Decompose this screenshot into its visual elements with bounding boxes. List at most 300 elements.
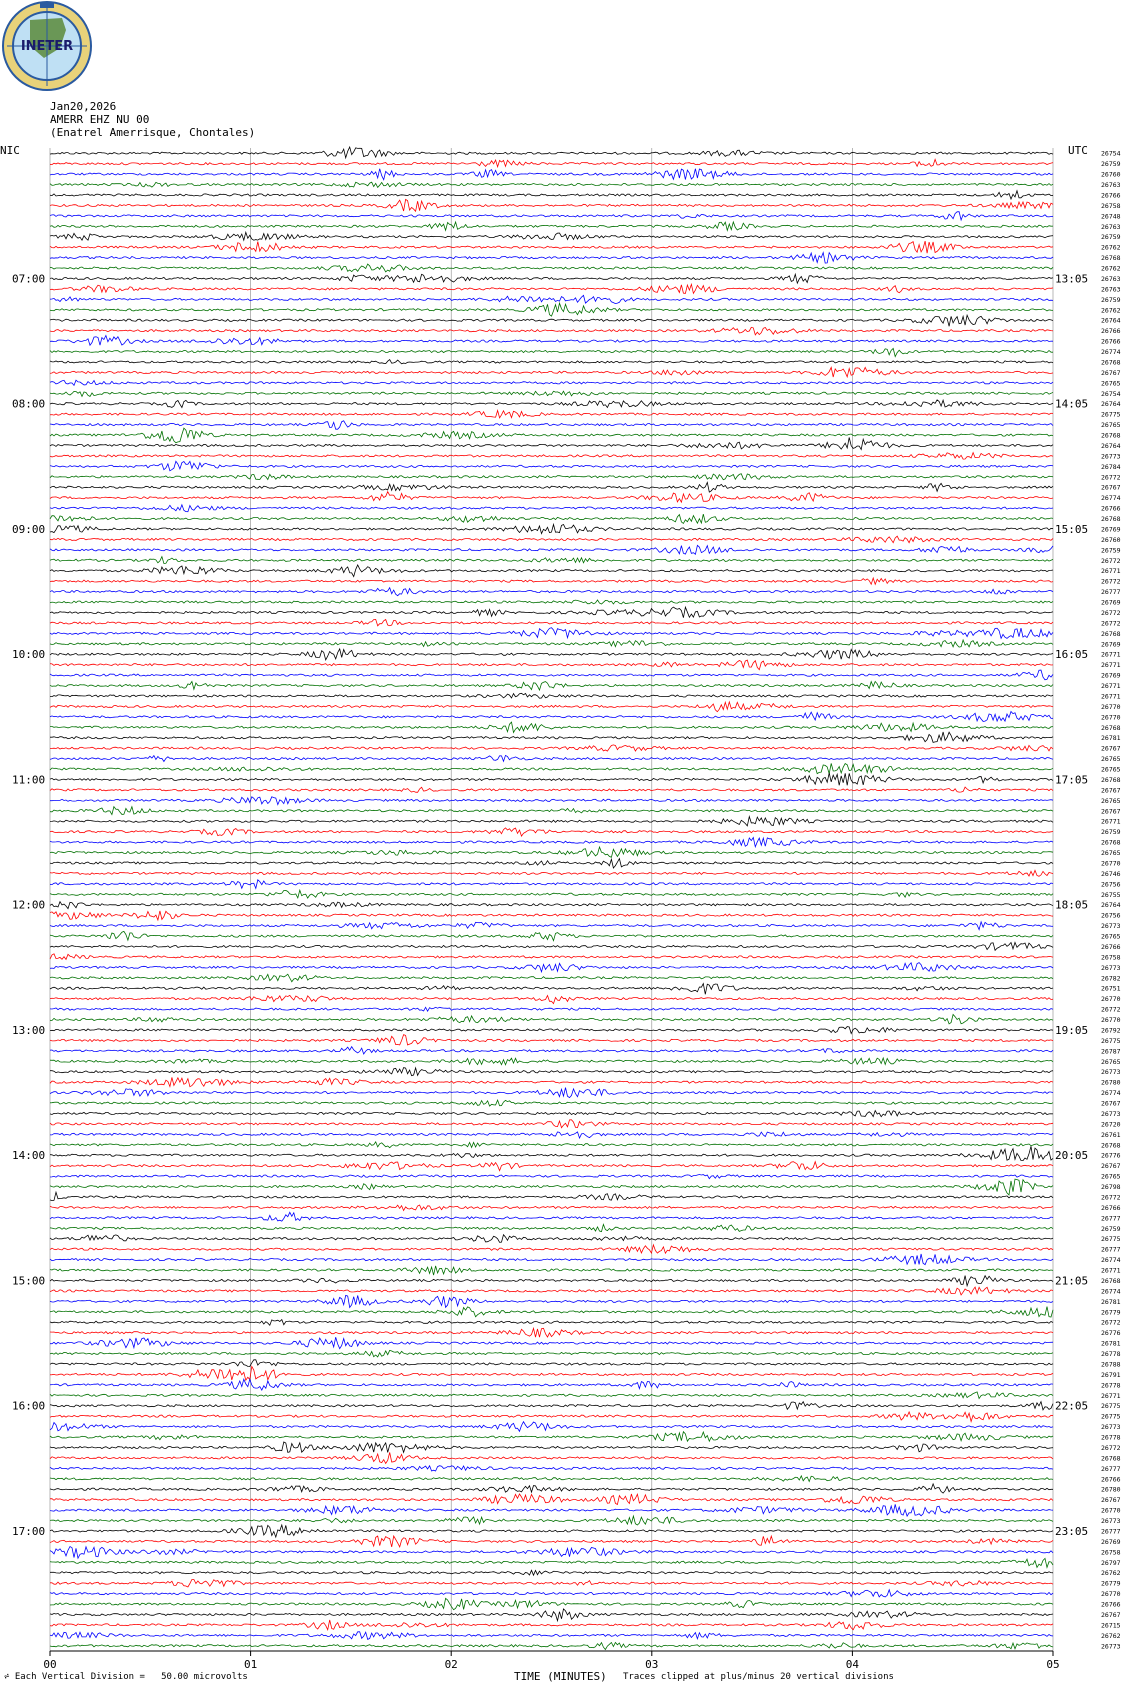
- seismic-trace: [50, 1058, 1053, 1065]
- seismic-trace: [50, 807, 1053, 815]
- trace-count-label: 26768: [1101, 431, 1121, 440]
- seismic-trace: [50, 1235, 1053, 1243]
- trace-count-label: 26777: [1101, 1527, 1121, 1536]
- trace-count-label: 26781: [1101, 1297, 1121, 1306]
- trace-count-label: 26764: [1101, 901, 1121, 910]
- trace-count-label: 26768: [1101, 254, 1121, 263]
- trace-count-label: 26773: [1101, 963, 1121, 972]
- left-hour-label: 08:00: [12, 397, 46, 411]
- trace-count-label: 26764: [1101, 400, 1121, 409]
- trace-count-label: 26746: [1101, 869, 1121, 878]
- trace-count-label: 26772: [1101, 1193, 1121, 1202]
- trace-count-label: 26765: [1101, 1172, 1121, 1181]
- trace-count-label: 26766: [1101, 337, 1121, 346]
- seismic-trace: [50, 974, 1053, 982]
- seismic-trace: [50, 348, 1053, 356]
- seismic-trace: [50, 1068, 1053, 1076]
- logo-text: INETER: [20, 39, 74, 54]
- seismic-trace: [50, 1536, 1053, 1547]
- trace-count-label: 26772: [1101, 609, 1121, 617]
- seismic-trace: [50, 640, 1053, 647]
- seismic-trace: [50, 1162, 1053, 1171]
- seismic-trace: [50, 995, 1053, 1003]
- trace-count-label: 26765: [1101, 755, 1121, 764]
- seismic-trace: [50, 1100, 1053, 1106]
- seismic-trace: [50, 1367, 1053, 1381]
- left-hour-label: 12:00: [12, 898, 46, 912]
- seismic-trace: [50, 1412, 1053, 1422]
- seismic-trace: [50, 859, 1053, 868]
- trace-count-label: 26766: [1101, 1203, 1121, 1212]
- seismic-trace: [50, 954, 1053, 960]
- seismic-trace: [50, 1047, 1053, 1054]
- seismic-trace: [50, 745, 1053, 751]
- seismic-trace: [50, 1307, 1053, 1317]
- left-hour-label: 07:00: [12, 272, 46, 286]
- trace-count-label: 26769: [1101, 640, 1121, 649]
- seismic-trace: [50, 1287, 1053, 1295]
- seismic-trace: [50, 453, 1053, 460]
- trace-count-label: 26781: [1101, 1339, 1121, 1348]
- seismic-trace: [50, 1580, 1053, 1588]
- left-hour-label: 13:00: [12, 1024, 46, 1037]
- trace-count-label: 26773: [1101, 1423, 1121, 1432]
- trace-count-label: 26768: [1101, 1277, 1121, 1285]
- seismic-trace: [50, 1547, 1053, 1559]
- trace-count-label: 26761: [1101, 1130, 1121, 1139]
- seismic-trace: [50, 890, 1053, 898]
- seismic-trace: [50, 1632, 1053, 1640]
- seismic-trace: [50, 660, 1053, 670]
- trace-count-label: 26771: [1101, 567, 1121, 576]
- seismic-trace: [50, 828, 1053, 836]
- trace-count-label: 26779: [1101, 1308, 1121, 1317]
- trace-count-label: 26778: [1101, 1433, 1121, 1442]
- header-location: (Enatrel Amerrisque, Chontales): [50, 126, 256, 139]
- x-tick-label: 05: [1046, 1658, 1060, 1671]
- trace-count-label: 26775: [1101, 1412, 1121, 1421]
- trace-count-label: 26797: [1101, 1558, 1121, 1567]
- trace-count-label: 26787: [1101, 1047, 1121, 1056]
- trace-count-label: 26770: [1101, 1590, 1121, 1599]
- seismic-trace: [50, 400, 1053, 408]
- trace-count-label: 26775: [1101, 1402, 1121, 1411]
- trace-count-label: 26782: [1101, 974, 1121, 983]
- trace-count-label: 26771: [1101, 1391, 1121, 1400]
- seismic-trace: [50, 492, 1053, 503]
- right-hour-label: 18:05: [1055, 898, 1089, 912]
- seismic-trace: [50, 1379, 1053, 1390]
- seismic-trace: [50, 755, 1053, 761]
- seismic-trace: [50, 1570, 1053, 1575]
- trace-count-label: 26715: [1101, 1621, 1121, 1630]
- seismic-trace: [50, 1350, 1053, 1357]
- trace-count-label: 26767: [1101, 1099, 1121, 1108]
- seismic-trace: [50, 1179, 1053, 1195]
- seismic-trace: [50, 1598, 1053, 1609]
- right-hour-label: 21:05: [1055, 1274, 1089, 1288]
- trace-count-label: 26769: [1101, 1537, 1121, 1546]
- seismic-trace: [50, 1620, 1053, 1630]
- seismic-trace: [50, 1266, 1053, 1275]
- trace-count-label: 26760: [1101, 170, 1121, 179]
- trace-count-label: 26765: [1101, 421, 1121, 430]
- seismic-trace: [50, 303, 1053, 316]
- seismic-trace: [50, 1609, 1053, 1621]
- seismic-trace: [50, 1111, 1053, 1117]
- trace-count-label: 26776: [1101, 1329, 1121, 1338]
- seismic-trace: [50, 1442, 1053, 1452]
- seismic-trace: [50, 482, 1053, 492]
- seismic-trace: [50, 474, 1053, 480]
- trace-count-label: 26777: [1101, 588, 1121, 597]
- seismic-trace: [50, 1295, 1053, 1307]
- seismic-trace: [50, 1224, 1053, 1231]
- trace-count-label: 26763: [1101, 275, 1121, 283]
- x-tick-label: 01: [243, 1658, 258, 1671]
- trace-count-label: 26766: [1101, 1600, 1121, 1609]
- trace-count-label: 26756: [1101, 880, 1121, 889]
- right-hour-label: 16:05: [1055, 648, 1089, 662]
- trace-count-label: 26770: [1101, 995, 1121, 1004]
- right-timezone-label: UTC: [1068, 144, 1088, 157]
- trace-count-label: 26772: [1101, 1318, 1121, 1327]
- seismic-trace: [50, 1590, 1053, 1597]
- trace-count-label: 26769: [1101, 525, 1121, 534]
- x-tick-label: 02: [444, 1658, 458, 1671]
- trace-count-label: 26767: [1101, 483, 1121, 492]
- seismic-trace: [50, 315, 1053, 326]
- trace-count-label: 26760: [1101, 535, 1121, 544]
- seismic-trace: [50, 327, 1053, 335]
- seismic-trace: [50, 264, 1053, 272]
- seismic-trace: [50, 649, 1053, 660]
- right-hour-label: 15:05: [1055, 523, 1089, 536]
- seismic-trace: [50, 295, 1053, 303]
- right-hour-label: 19:05: [1055, 1024, 1089, 1037]
- seismic-trace: [50, 911, 1053, 920]
- seismic-trace: [50, 1142, 1053, 1148]
- trace-count-label: 26773: [1101, 922, 1121, 931]
- seismic-trace: [50, 1476, 1053, 1482]
- trace-count-label: 26767: [1101, 786, 1121, 795]
- trace-count-label: 26770: [1101, 859, 1121, 868]
- trace-count-label: 26764: [1101, 316, 1121, 325]
- trace-count-label: 26767: [1101, 744, 1121, 753]
- trace-count-label: 26759: [1101, 546, 1121, 555]
- trace-count-label: 26773: [1101, 1110, 1121, 1118]
- trace-count-label: 26773: [1101, 1642, 1121, 1651]
- trace-count-label: 26762: [1101, 1631, 1121, 1640]
- trace-count-label: 26774: [1101, 348, 1121, 356]
- trace-count-label: 26765: [1101, 765, 1121, 774]
- trace-count-label: 26768: [1101, 358, 1121, 367]
- seismic-trace: [50, 182, 1053, 187]
- trace-count-label: 26765: [1101, 1057, 1121, 1066]
- trace-count-label: 26788: [1101, 1360, 1121, 1369]
- trace-count-label: 26784: [1101, 462, 1121, 471]
- seismic-trace: [50, 880, 1053, 889]
- trace-count-label: 26768: [1101, 776, 1121, 784]
- left-hour-label: 17:00: [12, 1525, 46, 1538]
- seismic-trace: [50, 505, 1053, 512]
- seismic-trace: [50, 421, 1053, 429]
- seismic-trace: [50, 1192, 1053, 1200]
- trace-count-label: 26771: [1101, 661, 1121, 670]
- seismic-trace: [50, 984, 1053, 995]
- seismic-trace: [50, 169, 1053, 180]
- trace-count-label: 26775: [1101, 1235, 1121, 1244]
- trace-count-label: 26763: [1101, 222, 1121, 231]
- seismic-trace: [50, 241, 1053, 253]
- seismic-trace: [50, 1525, 1053, 1537]
- seismic-trace: [50, 578, 1053, 584]
- trace-count-label: 26755: [1101, 890, 1121, 899]
- trace-count-label: 26766: [1101, 504, 1121, 513]
- trace-count-label: 26771: [1101, 682, 1121, 690]
- trace-count-label: 26766: [1101, 943, 1121, 951]
- right-hour-label: 17:05: [1055, 773, 1089, 787]
- trace-count-label: 26798: [1101, 1183, 1121, 1191]
- seismic-trace: [50, 922, 1053, 930]
- seismic-trace: [50, 1452, 1053, 1463]
- trace-count-label: 26767: [1101, 1496, 1121, 1505]
- trace-count-label: 26777: [1101, 1245, 1121, 1254]
- seismic-trace: [50, 1422, 1053, 1432]
- trace-count-label: 26770: [1101, 713, 1121, 722]
- left-hour-label: 16:00: [12, 1399, 46, 1413]
- trace-count-label: 26777: [1101, 1214, 1121, 1223]
- trace-count-label: 26765: [1101, 379, 1121, 388]
- seismic-trace: [50, 963, 1053, 972]
- trace-count-label: 26769: [1101, 598, 1121, 607]
- trace-count-label: 26759: [1101, 828, 1121, 837]
- trace-count-label: 26772: [1101, 1005, 1121, 1014]
- trace-count-label: 26774: [1101, 1089, 1121, 1098]
- trace-count-label: 26778: [1101, 1350, 1121, 1358]
- seismic-trace: [50, 870, 1053, 876]
- seismic-trace: [50, 428, 1053, 443]
- trace-count-label: 26768: [1101, 1141, 1121, 1150]
- seismic-trace: [50, 1484, 1053, 1493]
- left-hour-label: 14:00: [12, 1149, 46, 1163]
- clip-note: Traces clipped at plus/minus 20 vertical divisions: [623, 1672, 894, 1682]
- seismic-trace: [50, 902, 1053, 909]
- seismic-trace: [50, 732, 1053, 742]
- trace-count-label: 26776: [1101, 1151, 1121, 1160]
- seismic-trace: [50, 1558, 1053, 1567]
- trace-count-label: 26774: [1101, 1256, 1121, 1265]
- seismic-trace: [50, 600, 1053, 604]
- seismic-trace: [50, 588, 1053, 596]
- trace-count-label: 26767: [1101, 1162, 1121, 1171]
- seismic-trace: [50, 1146, 1053, 1160]
- seismic-trace: [50, 607, 1053, 618]
- seismic-trace: [50, 1337, 1053, 1348]
- seismic-trace: [50, 628, 1053, 639]
- seismic-trace: [50, 411, 1053, 418]
- trace-count-label: 26777: [1101, 1464, 1121, 1473]
- trace-count-label: 26780: [1101, 1078, 1121, 1087]
- trace-count-label: 26771: [1101, 650, 1121, 659]
- trace-count-label: 26781: [1101, 734, 1121, 743]
- trace-count-label: 26748: [1101, 212, 1121, 221]
- trace-count-label: 26778: [1101, 1381, 1121, 1390]
- seismic-trace: [50, 336, 1053, 346]
- trace-count-label: 26758: [1101, 953, 1121, 962]
- trace-count-label: 26779: [1101, 1579, 1121, 1588]
- seismic-trace: [50, 1328, 1053, 1337]
- seismic-trace: [50, 159, 1053, 166]
- right-hour-label: 23:05: [1055, 1525, 1089, 1538]
- seismic-trace: [50, 545, 1053, 554]
- x-axis-title: TIME (MINUTES): [514, 1670, 607, 1683]
- trace-count-label: 26775: [1101, 1036, 1121, 1045]
- seismic-trace: [50, 1120, 1053, 1128]
- trace-count-label: 26765: [1101, 932, 1121, 941]
- right-hour-label: 14:05: [1055, 397, 1089, 411]
- header-station: AMERR EHZ NU 00: [50, 113, 150, 126]
- trace-count-label: 26773: [1101, 1517, 1121, 1525]
- seismic-trace: [50, 1015, 1053, 1024]
- trace-count-label: 26766: [1101, 327, 1121, 336]
- seismic-trace: [50, 693, 1053, 698]
- trace-count-label: 26767: [1101, 368, 1121, 377]
- seismic-trace: [50, 1212, 1053, 1221]
- x-tick-label: 04: [845, 1658, 860, 1671]
- seismic-trace: [50, 712, 1053, 722]
- trace-count-label: 26768: [1101, 629, 1121, 638]
- trace-count-label: 26775: [1101, 410, 1121, 419]
- trace-count-label: 26762: [1101, 264, 1121, 273]
- trace-count-label: 26770: [1101, 1016, 1121, 1024]
- seismic-trace: [50, 838, 1053, 847]
- seismic-trace: [50, 1035, 1053, 1045]
- seismic-trace: [50, 1027, 1053, 1034]
- seismic-trace: [50, 1432, 1053, 1442]
- trace-count-label: 26762: [1101, 1569, 1121, 1578]
- seismic-trace: [50, 1077, 1053, 1086]
- trace-count-label: 26758: [1101, 1548, 1121, 1557]
- x-tick-label: 00: [43, 1658, 57, 1671]
- seismic-trace: [50, 1402, 1053, 1410]
- seismic-trace: [50, 763, 1053, 773]
- seismic-trace: [50, 525, 1053, 534]
- trace-count-label: 26772: [1101, 577, 1121, 586]
- seismic-trace: [50, 797, 1053, 805]
- trace-count-label: 26756: [1101, 911, 1121, 920]
- trace-count-label: 26769: [1101, 671, 1121, 680]
- seismic-trace: [50, 817, 1053, 826]
- trace-count-label: 26773: [1101, 452, 1121, 461]
- seismic-trace: [50, 942, 1053, 950]
- left-hour-label: 11:00: [12, 773, 46, 787]
- seismic-trace: [50, 1320, 1053, 1326]
- seismic-trace: [50, 1007, 1053, 1011]
- seismic-trace: [50, 438, 1053, 450]
- seismic-trace: [50, 1245, 1053, 1253]
- seismic-trace: [50, 360, 1053, 364]
- seismic-trace: [50, 773, 1053, 785]
- trace-count-label: 26754: [1101, 389, 1121, 398]
- trace-count-label: 26771: [1101, 1266, 1121, 1275]
- trace-count-label: 26766: [1101, 1475, 1121, 1484]
- seismic-trace: [50, 367, 1053, 377]
- trace-count-label: 26768: [1101, 838, 1121, 847]
- trace-count-label: 26772: [1101, 556, 1121, 565]
- left-hour-label: 15:00: [12, 1274, 46, 1288]
- seismic-trace: [50, 1392, 1053, 1399]
- seismic-trace: [50, 380, 1053, 385]
- seismic-trace: [50, 199, 1053, 211]
- seismic-trace: [50, 1504, 1053, 1516]
- seismic-trace: [50, 1205, 1053, 1211]
- seismic-trace: [50, 787, 1053, 792]
- trace-count-label: 26754: [1101, 149, 1121, 158]
- scale-marker-icon: ⩫: [4, 1672, 15, 1682]
- seismic-trace: [50, 847, 1053, 857]
- seismic-trace: [50, 274, 1053, 283]
- seismic-trace: [50, 702, 1053, 712]
- trace-count-label: 26762: [1101, 243, 1121, 252]
- trace-count-label: 26765: [1101, 796, 1121, 805]
- trace-count-label: 26773: [1101, 1068, 1121, 1077]
- trace-count-label: 26767: [1101, 807, 1121, 816]
- trace-count-label: 26770: [1101, 702, 1121, 711]
- right-hour-label: 22:05: [1055, 1399, 1089, 1413]
- trace-count-label: 26763: [1101, 181, 1121, 189]
- trace-count-label: 26771: [1101, 692, 1121, 701]
- trace-count-label: 26780: [1101, 1485, 1121, 1494]
- trace-count-label: 26768: [1101, 723, 1121, 732]
- scale-note-text: Each Vertical Division = 50.00 microvolts: [14, 1672, 248, 1682]
- seismic-trace: [50, 1516, 1053, 1525]
- trace-count-label: 26791: [1101, 1370, 1121, 1379]
- seismic-trace: [50, 1088, 1053, 1098]
- seismic-trace: [50, 1643, 1053, 1650]
- trace-count-label: 26763: [1101, 285, 1121, 294]
- trace-count-label: 26759: [1101, 1224, 1121, 1233]
- trace-count-label: 26759: [1101, 233, 1121, 242]
- trace-count-label: 26759: [1101, 160, 1121, 169]
- seismic-trace: [50, 1254, 1053, 1265]
- left-hour-label: 09:00: [12, 523, 46, 536]
- seismic-trace: [50, 461, 1053, 471]
- seismic-trace: [50, 212, 1053, 220]
- trace-count-label: 26764: [1101, 442, 1121, 450]
- trace-count-label: 26772: [1101, 473, 1121, 482]
- seismic-trace: [50, 722, 1053, 732]
- trace-count-label: 26765: [1101, 849, 1121, 857]
- x-tick-label: 03: [645, 1658, 659, 1671]
- trace-count-label: 26759: [1101, 295, 1121, 304]
- right-hour-label: 13:05: [1055, 272, 1089, 286]
- seismic-trace: [50, 1276, 1053, 1286]
- seismic-trace: [50, 147, 1053, 158]
- trace-count-label: 26766: [1101, 191, 1121, 200]
- seismic-trace: [50, 565, 1053, 577]
- header-date: Jan20,2026: [50, 100, 117, 113]
- seismic-trace: [50, 931, 1053, 940]
- scale-note: [4, 1672, 248, 1682]
- trace-count-label: 26774: [1101, 494, 1121, 503]
- trace-count-label: 26792: [1101, 1026, 1121, 1035]
- seismic-trace: [50, 682, 1053, 691]
- trace-count-label: 26772: [1101, 1444, 1121, 1452]
- trace-count-label: 26771: [1101, 817, 1121, 826]
- seismic-trace: [50, 536, 1053, 543]
- seismic-trace: [50, 253, 1053, 264]
